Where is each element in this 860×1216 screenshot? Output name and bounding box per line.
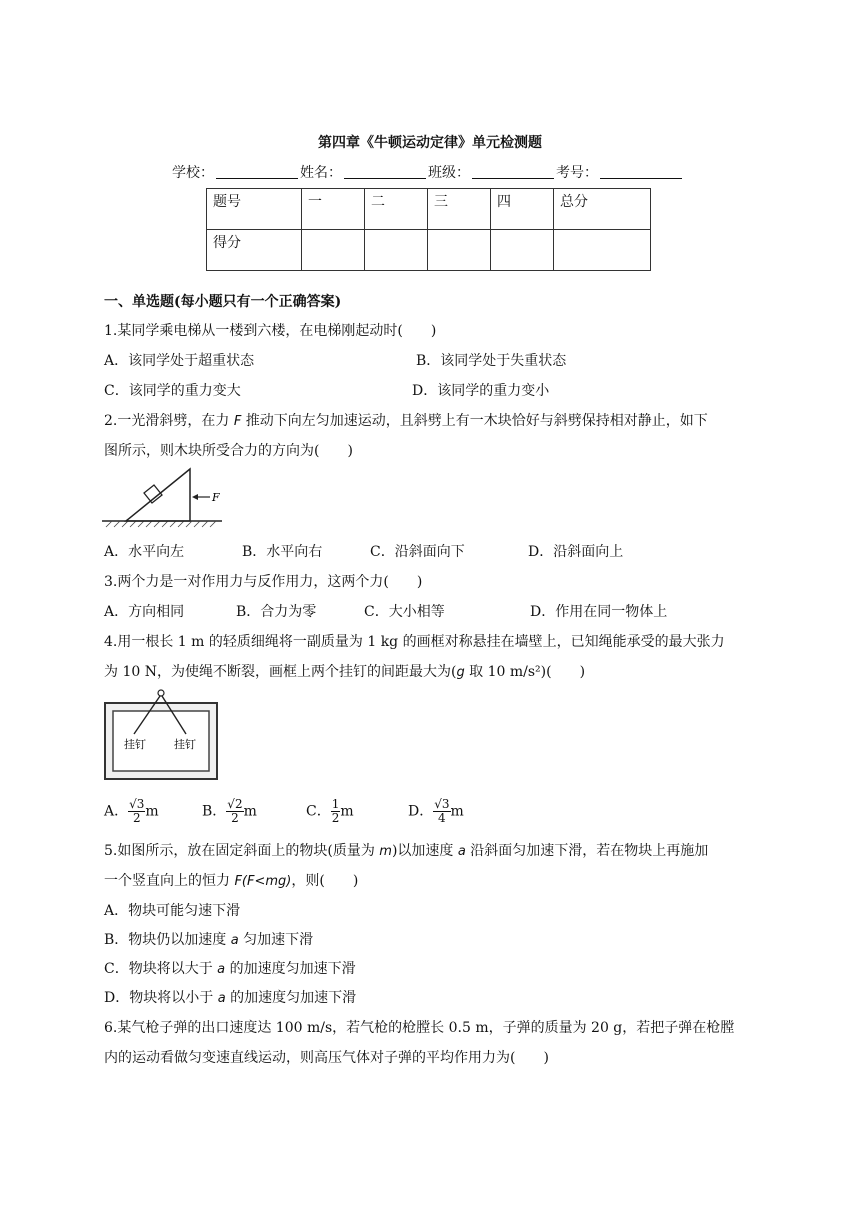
score-row-label: 得分	[207, 230, 302, 271]
score-cell[interactable]	[365, 230, 428, 271]
q1-option-b[interactable]: B．该同学处于失重状态	[416, 353, 567, 369]
q4-option-a[interactable]: A． $\frac{√3}{2}$ m	[104, 797, 159, 825]
exam-no-blank[interactable]	[600, 166, 682, 179]
student-info-line	[172, 162, 684, 182]
q3-stem: 3.两个力是一对作用力与反作用力，这两个力( )	[104, 574, 423, 590]
score-cell[interactable]	[428, 230, 491, 271]
q2-stem-line2: 图所示，则木块所受合力的方向为( )	[104, 443, 353, 459]
force-label: F	[212, 491, 220, 504]
q2-option-b[interactable]: B．水平向右	[242, 544, 323, 560]
q5-option-d[interactable]: D．物块将以小于 a 的加速度匀加速下滑	[104, 990, 357, 1006]
table-header-cell: 三	[428, 189, 491, 230]
q5-option-a[interactable]: A．物块可能匀速下滑	[104, 903, 241, 919]
score-cell[interactable]	[554, 230, 651, 271]
q2-option-d[interactable]: D．沿斜面向上	[528, 544, 624, 560]
q3-option-c[interactable]: C．大小相等	[364, 604, 445, 620]
table-header-cell: 四	[491, 189, 554, 230]
score-table	[206, 188, 651, 271]
q4-stem-line1: 4.用一根长 1 m 的轻质细绳将一副质量为 1 kg 的画框对称悬挂在墙壁上，已知绳能承受的最大张力	[104, 634, 725, 650]
table-row	[207, 230, 651, 271]
nail-label-left: 挂钉	[124, 738, 146, 751]
q5-stem-line2: 一个竖直向上的恒力 F(F<mg)，则( )	[104, 873, 359, 889]
table-header-cell: 二	[365, 189, 428, 230]
q5-option-c[interactable]: C．物块将以大于 a 的加速度匀加速下滑	[104, 961, 356, 977]
q1-option-d[interactable]: D．该同学的重力变小	[412, 383, 550, 399]
name-label: 姓名：	[300, 165, 342, 181]
q5-option-b[interactable]: B．物块仍以加速度 a 匀加速下滑	[104, 932, 314, 948]
q4-stem-line2: 为 10 N，为使绳不断裂，画框上两个挂钉的间距最大为(g 取 10 m/s²)( )	[104, 664, 586, 680]
q6-stem-line2: 内的运动看做匀变速直线运动，则高压气体对子弹的平均作用力为( )	[104, 1050, 549, 1066]
wedge-figure	[102, 466, 232, 530]
q2-option-a[interactable]: A．水平向左	[104, 544, 185, 560]
score-cell[interactable]	[491, 230, 554, 271]
school-blank[interactable]	[216, 166, 298, 179]
page-title: 第四章《牛顿运动定律》单元检测题	[318, 135, 542, 151]
class-label: 班级：	[428, 165, 470, 181]
q3-option-a[interactable]: A．方向相同	[104, 604, 185, 620]
name-blank[interactable]	[344, 166, 426, 179]
school-label: 学校：	[172, 165, 214, 181]
table-row	[207, 189, 651, 230]
q1-option-c[interactable]: C．该同学的重力变大	[104, 383, 241, 399]
table-header-cell: 一	[302, 189, 365, 230]
q6-stem-line1: 6.某气枪子弹的出口速度达 100 m/s，若气枪的枪膛长 0.5 m，子弹的质量为 20 g，若把子弹在枪膛	[104, 1020, 735, 1036]
exam-no-label: 考号：	[556, 165, 598, 181]
q3-option-b[interactable]: B．合力为零	[236, 604, 317, 620]
q5-stem-line1: 5.如图所示，放在固定斜面上的物块(质量为 m)以加速度 a 沿斜面匀加速下滑，若在物块上再施加	[104, 843, 709, 859]
q4-option-d[interactable]: D． $\frac{√3}{4}$ m	[408, 797, 464, 825]
section-heading: 一、单选题(每小题只有一个正确答案)	[104, 294, 342, 310]
q4-option-c[interactable]: C． $\frac{1}{2}$ m	[306, 797, 354, 825]
q4-option-b[interactable]: B． $\frac{√2}{2}$ m	[202, 797, 257, 825]
q2-stem-line1: 2.一光滑斜劈，在力 F 推动下向左匀加速运动，且斜劈上有一木块恰好与斜劈保持相对静止，如下	[104, 413, 708, 429]
q1-stem: 1.某同学乘电梯从一楼到六楼，在电梯刚起动时( )	[104, 323, 437, 339]
table-header-cell: 总分	[554, 189, 651, 230]
frame-figure	[104, 684, 220, 784]
nail-label-right: 挂钉	[174, 738, 196, 751]
q3-option-d[interactable]: D．作用在同一物体上	[530, 604, 668, 620]
q1-option-a[interactable]: A．该同学处于超重状态	[104, 353, 255, 369]
q2-option-c[interactable]: C．沿斜面向下	[370, 544, 465, 560]
class-blank[interactable]	[472, 166, 554, 179]
score-cell[interactable]	[302, 230, 365, 271]
table-header-cell: 题号	[207, 189, 302, 230]
